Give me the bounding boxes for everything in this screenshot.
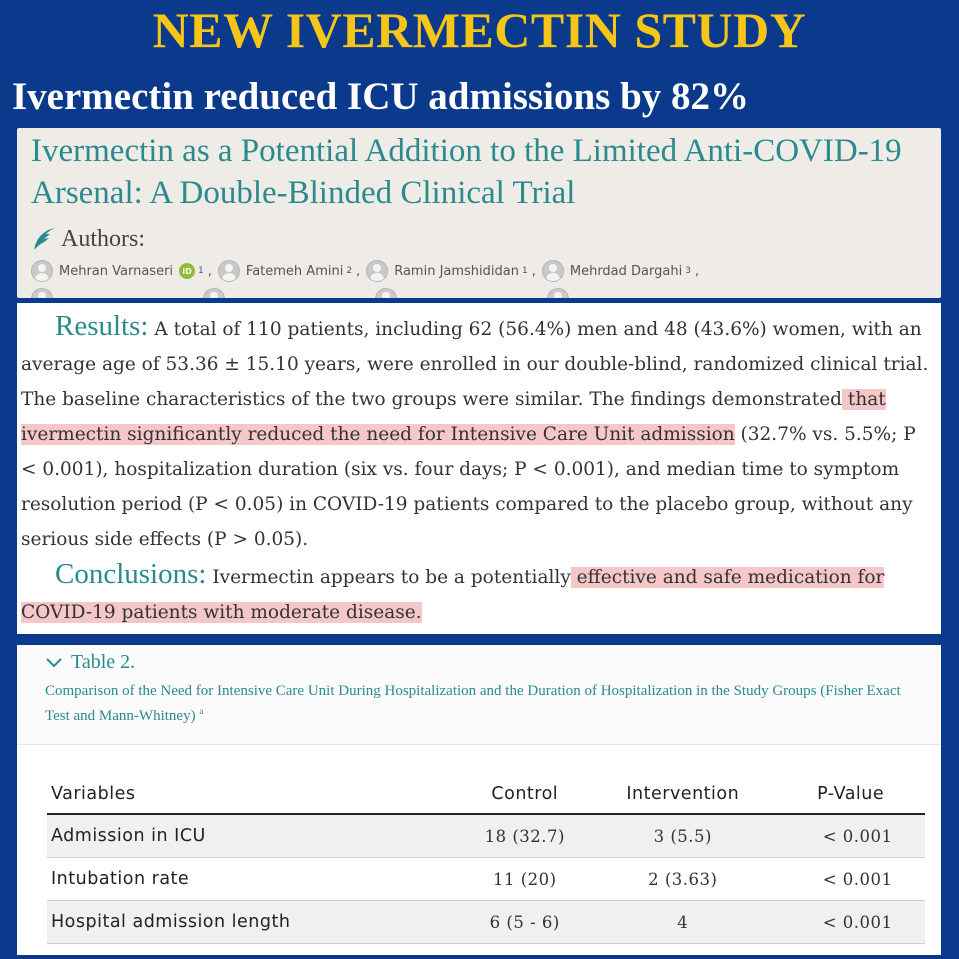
- results-text-continued: (32.7% vs. 5.5%; P < 0.001), hospitalization duration (six vs. four days; P < 0.001), and median time to symptom resolution period (P < 0.05) in COVID-19 patients compared to the placebo group, without any serious side effects (P > 0.05).: [21, 424, 916, 550]
- conclusions-text: Ivermectin appears to be a potentially: [206, 567, 571, 588]
- table-label: Table 2.: [71, 651, 136, 673]
- user-avatar-icon: [366, 260, 388, 282]
- user-avatar-icon: [31, 260, 53, 282]
- author-affiliation: 1: [521, 266, 528, 276]
- author-name: Mehran Varnaseri: [59, 263, 174, 279]
- cell-intervention: 4: [589, 901, 772, 944]
- cell-p-value: < 0.001: [772, 814, 925, 858]
- column-header-p-value: P-Value: [772, 775, 925, 814]
- table-caption-footnote: a: [199, 706, 204, 716]
- table-row: [47, 858, 925, 901]
- chevron-down-icon: [45, 657, 63, 669]
- cell-p-value: < 0.001: [772, 858, 925, 901]
- column-header-intervention: Intervention: [589, 775, 772, 814]
- author-list-overflow: [31, 288, 569, 298]
- author-affiliation: 3: [685, 266, 691, 276]
- author-name: Ramin Jamshididan: [394, 263, 519, 279]
- table-toggle[interactable]: [45, 651, 135, 674]
- table-caption-text: Comparison of the Need for Intensive Care Unit During Hospitalization and the Duration of Hospitalization in the Study Groups (Fisher Exact Test and Mann-Whitney): [45, 683, 901, 724]
- column-header-variables: Variables: [47, 775, 456, 814]
- user-avatar-icon: [375, 288, 397, 298]
- user-avatar-icon: [31, 288, 53, 298]
- cell-variable: Hospital admission length: [47, 901, 456, 944]
- cell-p-value: < 0.001: [772, 901, 925, 944]
- subheadline: Ivermectin reduced ICU admissions by 82%: [12, 75, 750, 118]
- abstract-panel: [17, 303, 941, 634]
- headline: NEW IVERMECTIN STUDY: [152, 2, 807, 58]
- quill-icon: [31, 226, 57, 252]
- table-row: [47, 814, 925, 858]
- cell-control: 11 (20): [456, 858, 589, 901]
- author-name: Mehrdad Dargahi: [569, 263, 683, 279]
- article-header-panel: [17, 128, 941, 298]
- cell-control: 6 (5 - 6): [456, 901, 589, 944]
- author-item[interactable]: [31, 260, 204, 282]
- table-caption: [45, 681, 925, 726]
- authors-label: Authors:: [61, 225, 145, 252]
- user-avatar-icon: [203, 288, 225, 298]
- author-name: Fatemeh Amini: [245, 263, 344, 279]
- author-list: [31, 259, 931, 283]
- table-panel: [17, 645, 941, 955]
- author-separator: ,: [531, 263, 536, 279]
- results-highlight: that ivermectin significantly reduced the need for Intensive Care Unit admission: [21, 389, 886, 445]
- author-item[interactable]: [366, 260, 528, 282]
- results-text: A total of 110 patients, including 62 (56.4%) men and 48 (43.6%) women, with an average age of 53.36 ± 15.10 years, were enrolled in our double-blind, randomized clinical trial. The baseline characteristics of the two groups were similar. The findings demonstrated: [21, 319, 929, 410]
- cell-variable: Admission in ICU: [47, 814, 456, 858]
- results-label: Results:: [55, 310, 149, 342]
- author-separator: ,: [207, 263, 212, 279]
- author-affiliation: 2: [346, 266, 353, 276]
- user-avatar-icon: [542, 260, 564, 282]
- user-avatar-icon: [547, 288, 569, 298]
- author-item[interactable]: [218, 260, 352, 282]
- column-header-control: Control: [456, 775, 589, 814]
- cell-intervention: 3 (5.5): [589, 814, 772, 858]
- orcid-icon[interactable]: iD: [179, 263, 195, 279]
- author-item[interactable]: [542, 260, 691, 282]
- abstract-text: [21, 309, 933, 630]
- author-separator: ,: [356, 263, 361, 279]
- conclusions-highlight: effective and safe medication for COVID-19 patients with moderate disease.: [21, 567, 885, 623]
- article-title[interactable]: Ivermectin as a Potential Addition to the Limited Anti-COVID-19 Arsenal: A Double-Blinded Clinical Trial: [31, 133, 902, 211]
- user-avatar-icon: [218, 260, 240, 282]
- table-header-row: [47, 775, 925, 814]
- cell-variable: Intubation rate: [47, 858, 456, 901]
- table-row: [47, 901, 925, 944]
- author-separator: ,: [694, 263, 700, 279]
- authors-heading: [31, 224, 145, 254]
- cell-intervention: 2 (3.63): [589, 858, 772, 901]
- results-table: [47, 775, 925, 944]
- conclusions-label: Conclusions:: [55, 558, 207, 590]
- table-header-area: [17, 645, 941, 745]
- author-affiliation: 1: [198, 266, 204, 276]
- cell-control: 18 (32.7): [456, 814, 589, 858]
